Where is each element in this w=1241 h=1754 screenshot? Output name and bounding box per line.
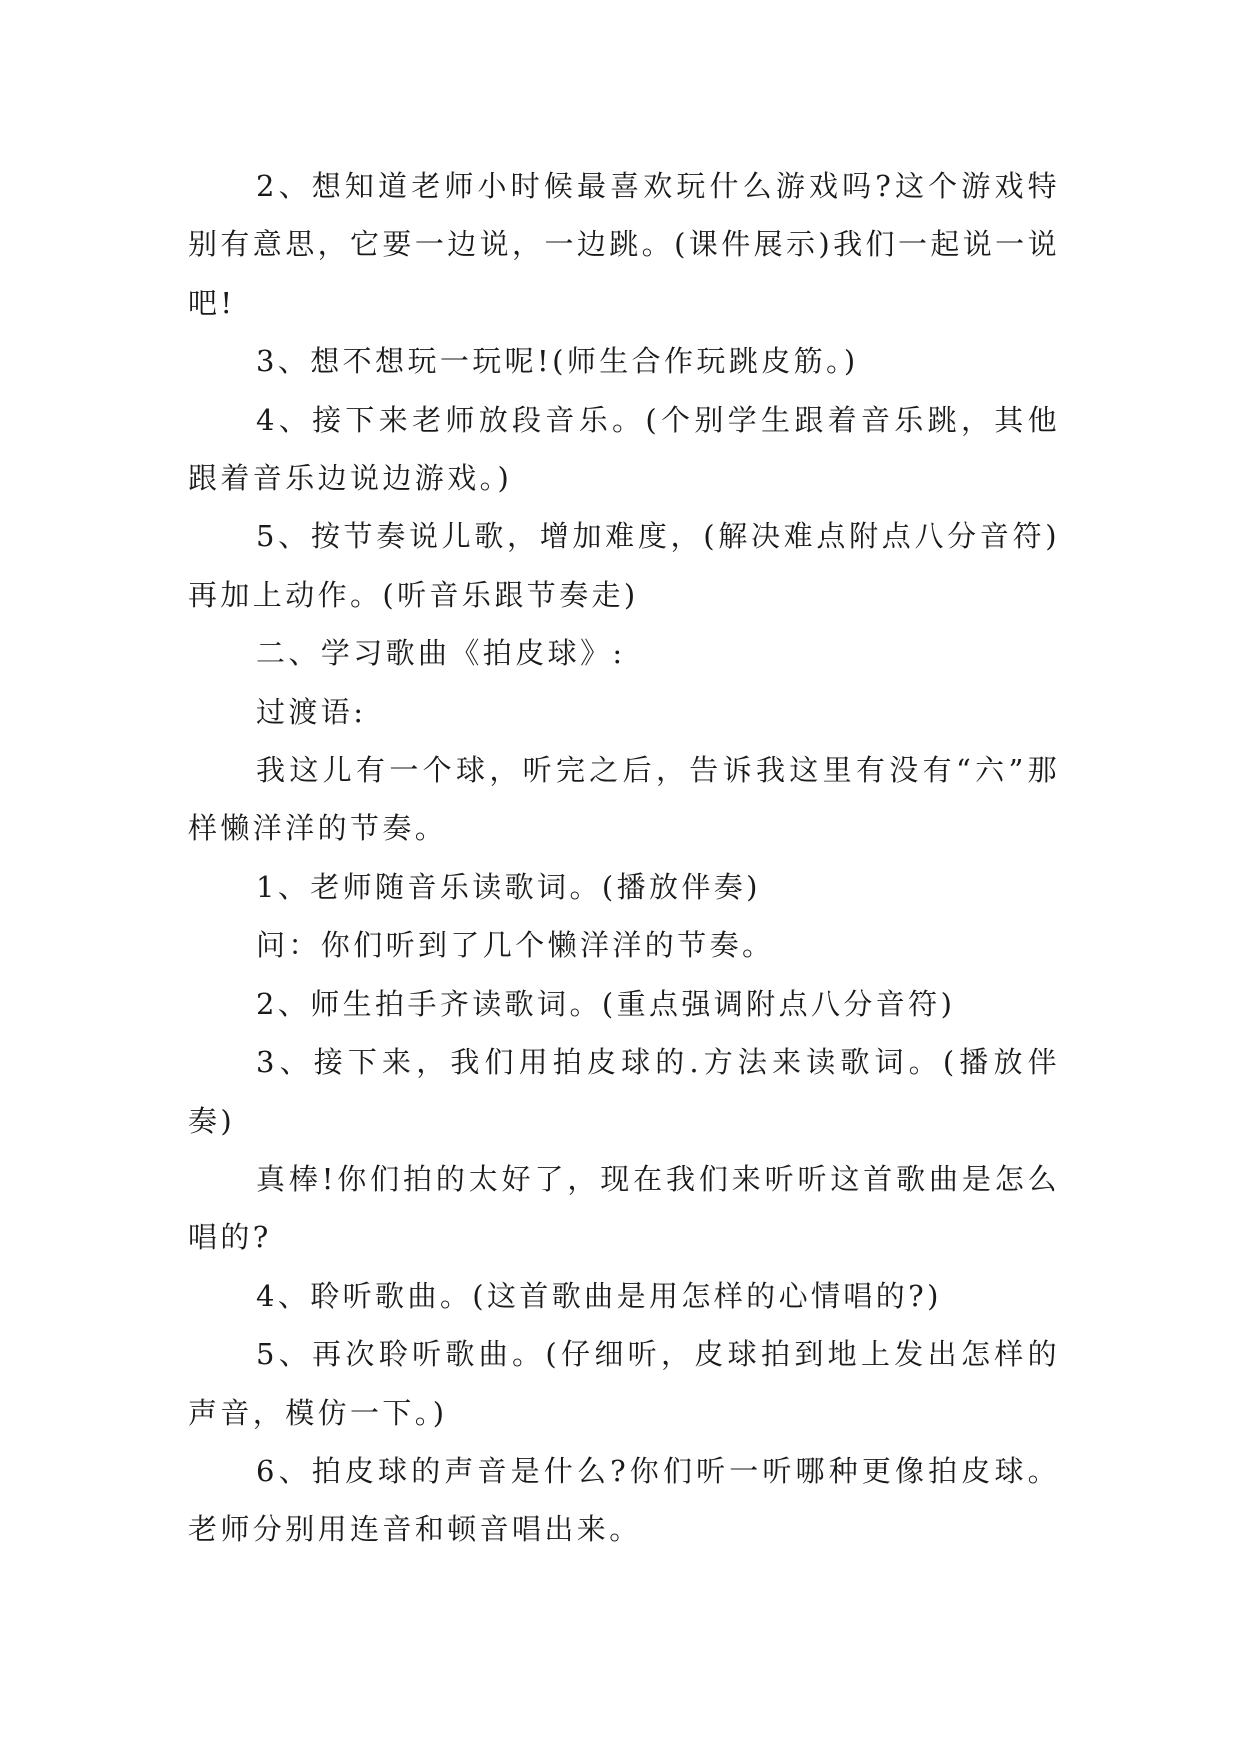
paragraph: 3、接下来，我们用拍皮球的.方法来读歌词。(播放伴奏) [188, 1045, 1060, 1138]
paragraph: 过渡语: [256, 694, 367, 729]
paragraph: 4、接下来老师放段音乐。(个别学生跟着音乐跳，其他跟着音乐边说边游戏。) [188, 402, 1060, 496]
paragraph: 5、再次聆听歌曲。(仔细听，皮球拍到地上发出怎样的声音，模仿一下。) [188, 1337, 1060, 1430]
paragraph: 我这儿有一个球，听完之后，告诉我这里有没有“六”那样懒洋洋的节奏。 [188, 753, 1060, 846]
paragraph: 2、师生拍手齐读歌词。(重点强调附点八分音符) [256, 986, 956, 1021]
section-heading: 二、学习歌曲《拍皮球》: [256, 636, 626, 671]
paragraph: 问：你们听到了几个懒洋洋的节奏。 [256, 928, 775, 963]
paragraph: 1、老师随音乐读歌词。(播放伴奏) [256, 869, 761, 904]
paragraph: 5、按节奏说儿歌，增加难度，(解决难点附点八分音符)再加上动作。(听音乐跟节奏走) [188, 519, 1060, 612]
paragraph: 3、想不想玩一玩呢!(师生合作玩跳皮筋。) [256, 344, 859, 379]
paragraph: 6、拍皮球的声音是什么?你们听一听哪种更像拍皮球。老师分别用连音和顿音唱出来。 [188, 1453, 1060, 1547]
paragraph: 4、聆听歌曲。(这首歌曲是用怎样的心情唱的?) [256, 1278, 942, 1313]
document-body [188, 157, 1060, 1559]
paragraph: 真棒!你们拍的太好了，现在我们来听听这首歌曲是怎么唱的? [188, 1161, 1060, 1255]
paragraph: 2、想知道老师小时候最喜欢玩什么游戏吗?这个游戏特别有意思，它要一边说，一边跳。(课件展示)我们一起说一说吧! [188, 169, 1060, 320]
